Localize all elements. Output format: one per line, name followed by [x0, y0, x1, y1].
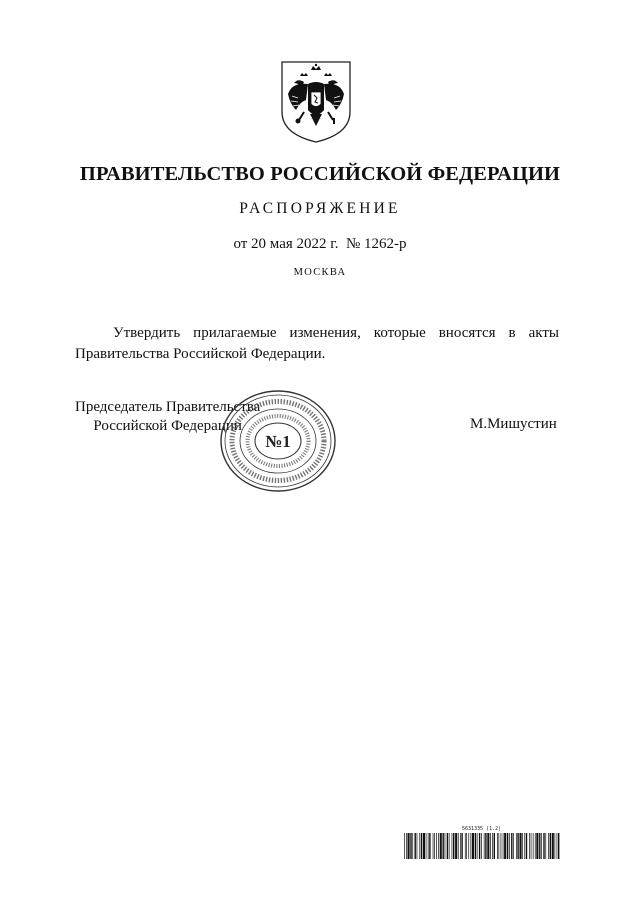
document-city: МОСКВА — [293, 267, 347, 278]
svg-text:№1: №1 — [265, 432, 291, 451]
body-line-1: Утвердить прилагаемые изменения, которые вносятся в акты — [113, 325, 559, 341]
document-type: РАСПОРЯЖЕНИЕ — [239, 200, 401, 217]
signatory-position-line-1: Председатель Правительства — [75, 399, 261, 415]
document-body — [75, 323, 559, 365]
barcode-icon — [404, 833, 562, 859]
document-date-line — [0, 236, 640, 253]
signatory-position-line-2: Российской Федерации — [93, 418, 242, 434]
document-number: № 1262-р — [345, 236, 407, 252]
government-title: ПРАВИТЕЛЬСТВО РОССИЙСКОЙ ФЕДЕРАЦИИ — [79, 163, 561, 185]
russian-coat-of-arms-icon — [278, 60, 354, 144]
body-line-2: Правительства Российской Федерации. — [75, 346, 326, 362]
signatory-name: М.Мишустин — [470, 416, 557, 432]
barcode-label: 5631335 (1.2) — [462, 826, 502, 832]
official-seal-stamp — [218, 388, 338, 494]
document-date: от 20 мая 2022 г. — [233, 236, 339, 252]
